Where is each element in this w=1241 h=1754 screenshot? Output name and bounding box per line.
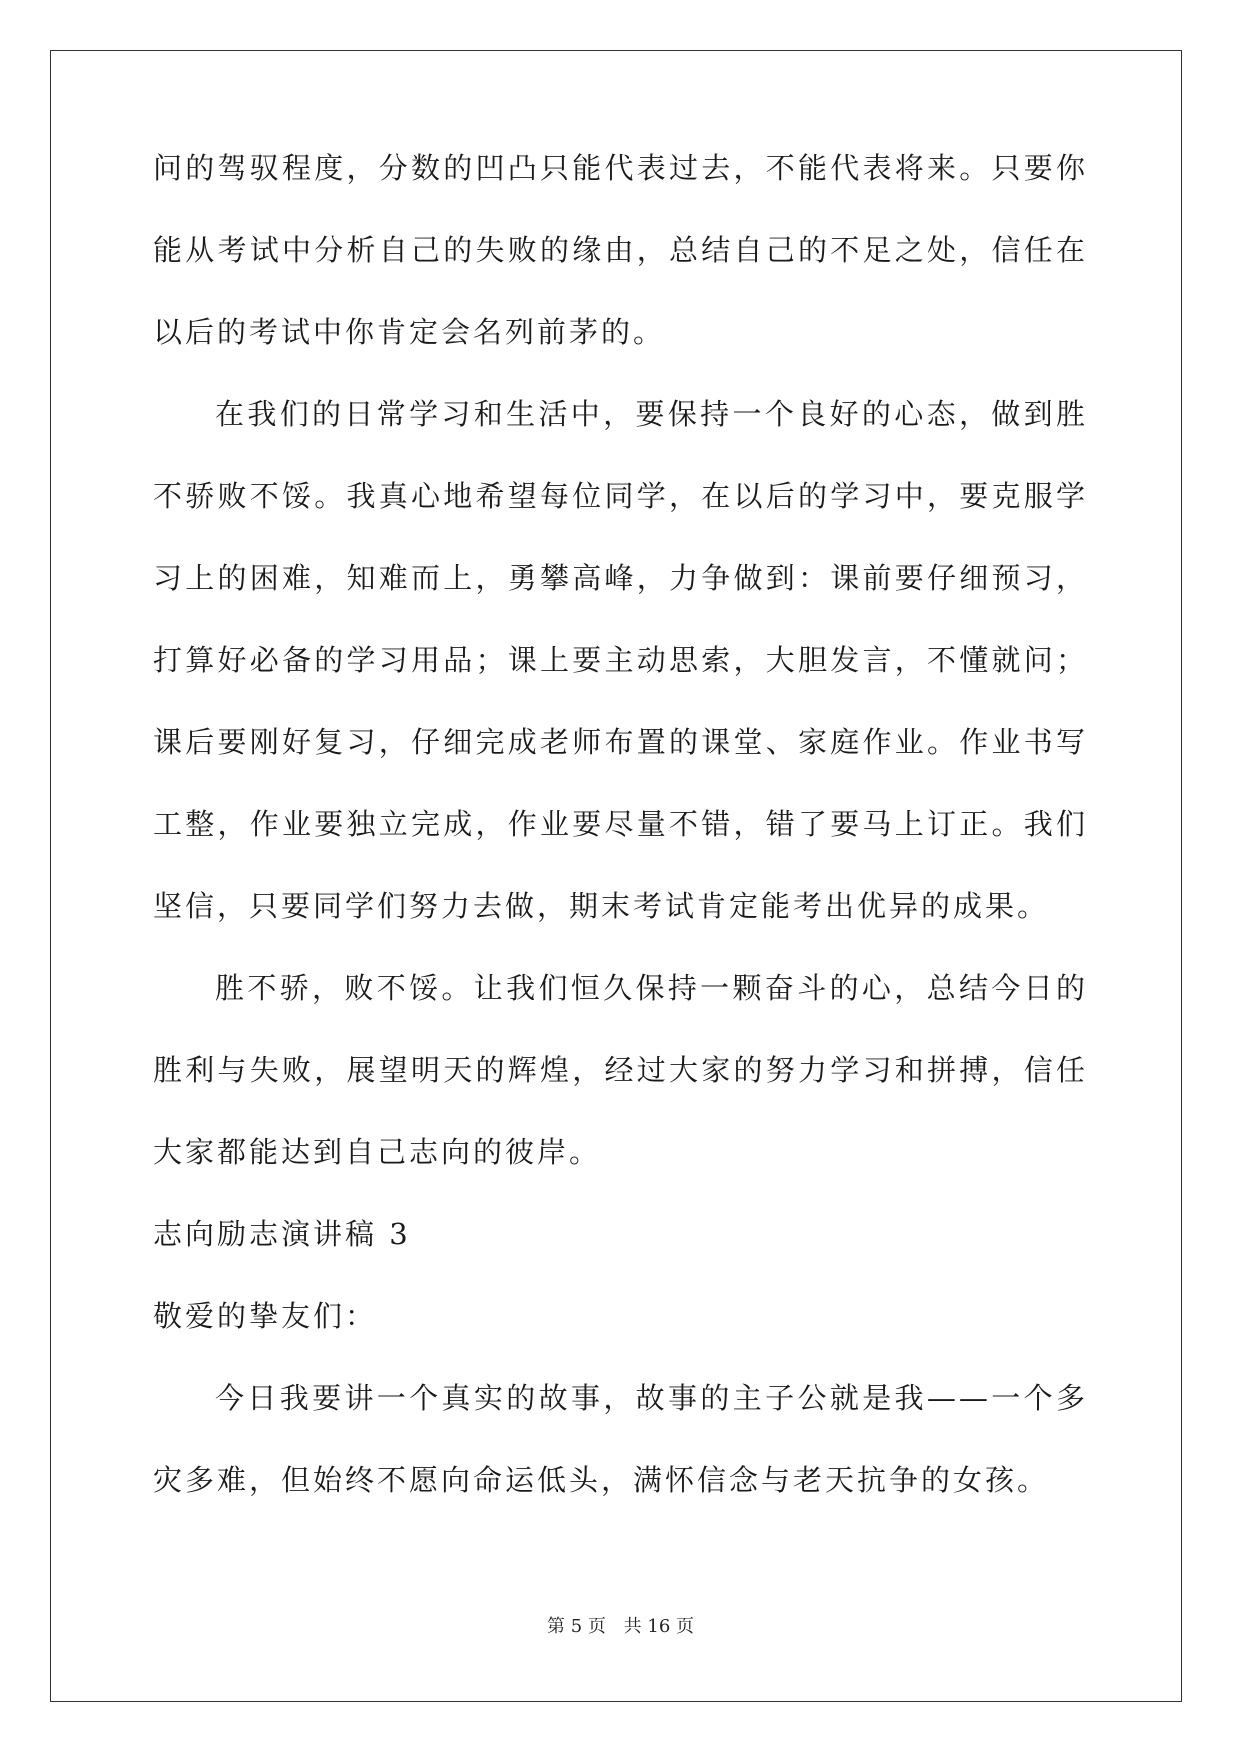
paragraph: 在我们的日常学习和生活中，要保持一个良好的心态，做到胜不骄败不馁。我真心地希望每位同学，在以后的学习中，要克服学习上的困难，知难而上，勇攀高峰，力争做到：课前要仔细预习，打算好必备的学习用品；课上要主动思索，大胆发言，不懂就问；课后要刚好复习，仔细完成老师布置的课堂、家庭作业。作业书写工整，作业要独立完成，作业要尽量不错，错了要马上订正。我们坚信，只要同学们努力去做，期末考试肯定能考出优异的成果。 [153,397,1088,923]
page-number: 第 5 页 [547,1616,606,1637]
document-body [153,127,1088,1521]
salutation: 敬爱的挚友们： [153,1299,378,1333]
section-heading: 志向励志演讲稿 3 [153,1217,411,1251]
page-total: 共 16 页 [623,1616,694,1637]
paragraph-continuation: 问的驾驭程度，分数的凹凸只能代表过去，不能代表将来。只要你能从考试中分析自己的失败的缘由，总结自己的不足之处，信任在以后的考试中你肯定会名列前茅的。 [153,151,1088,349]
paragraph: 今日我要讲一个真实的故事，故事的主子公就是我——一个多灾多难，但始终不愿向命运低头，满怀信念与老天抗争的女孩。 [153,1381,1088,1497]
page-footer [0,1612,1241,1638]
paragraph: 胜不骄，败不馁。让我们恒久保持一颗奋斗的心，总结今日的胜利与失败，展望明天的辉煌，经过大家的努力学习和拼搏，信任大家都能达到自己志向的彼岸。 [153,971,1088,1169]
